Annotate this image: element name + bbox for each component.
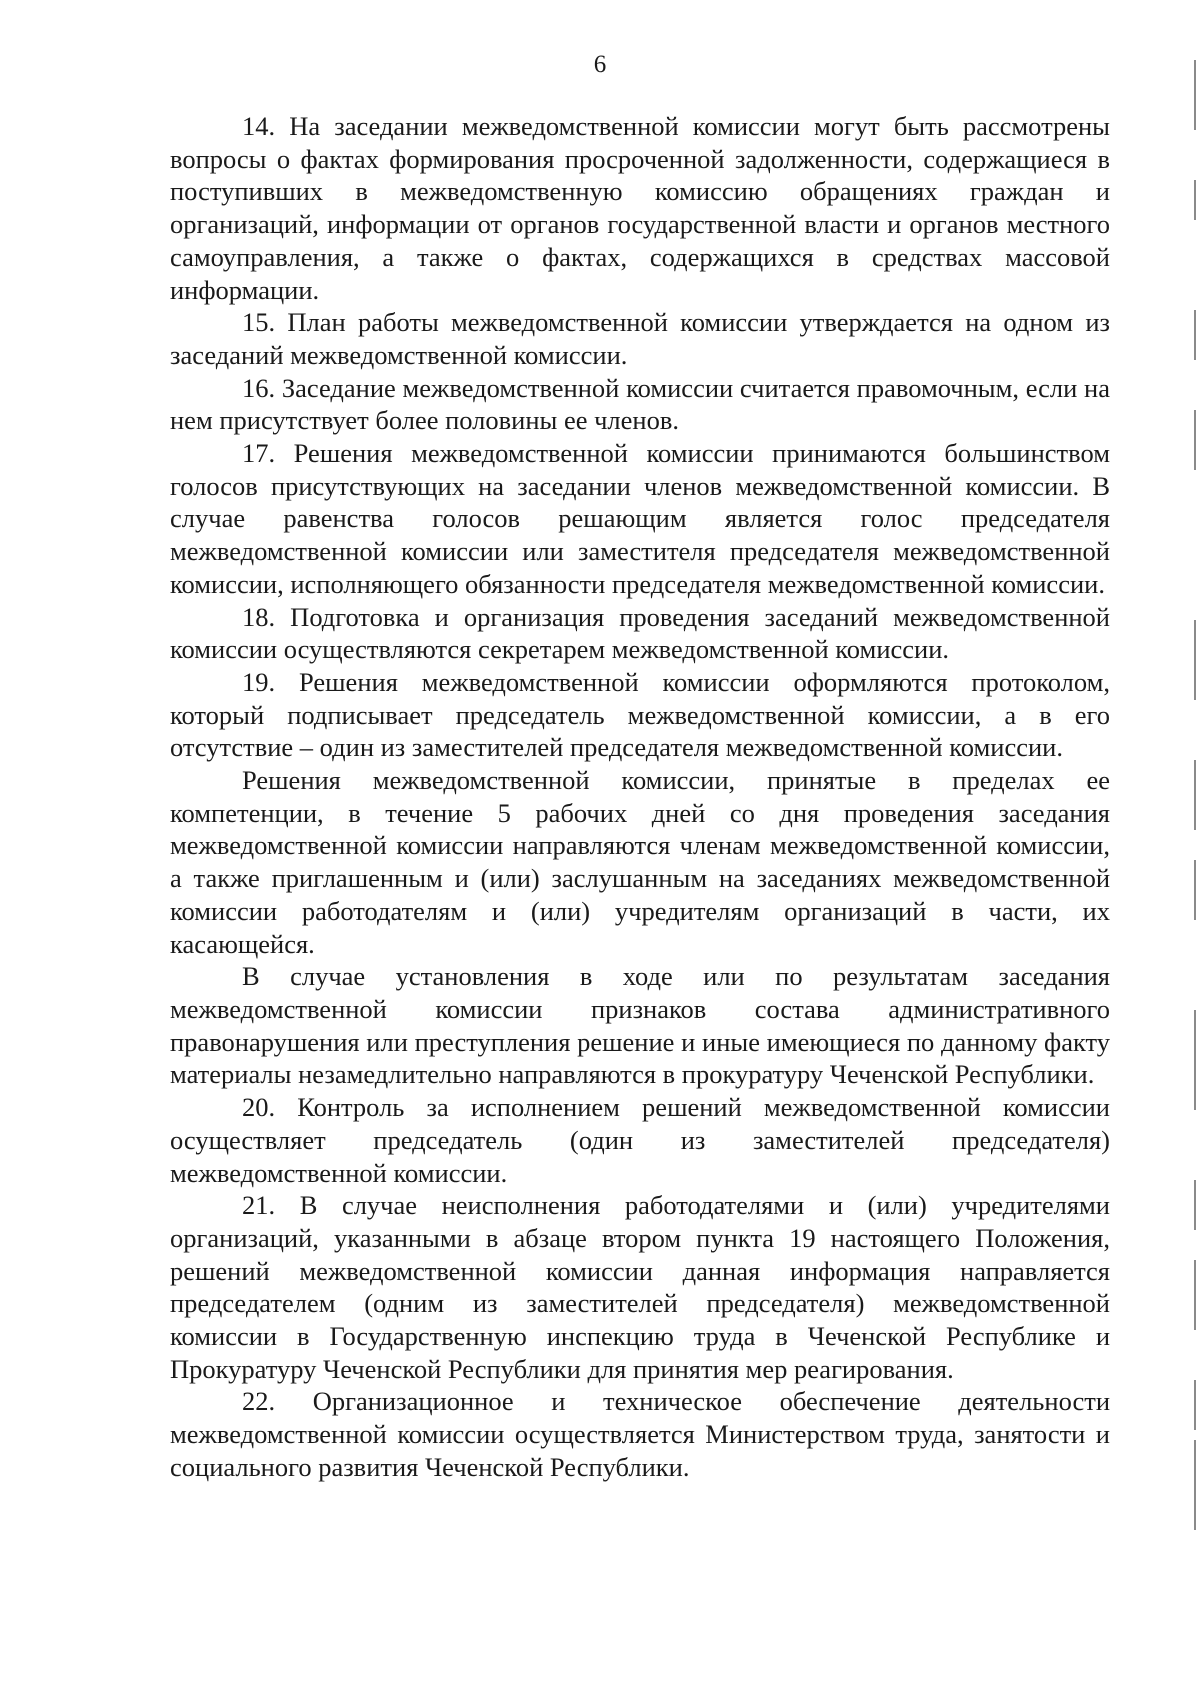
scan-edge-mark: [1194, 1440, 1196, 1530]
scan-edge-mark: [1194, 410, 1196, 470]
paragraph-14: 14. На заседании межведомственной комиссии могут быть рассмотрены вопросы о фактах формирования просроченной задолженности, содержащиеся в поступивших в межведомственную комиссию обращениях граждан и организаций, информации от органов государственной власти и органов местного самоуправления, а также о фактах, содержащихся в средствах массовой информации.: [170, 111, 1110, 305]
document-body: [170, 110, 1110, 1484]
paragraph-16: 16. Заседание межведомственной комиссии считается правомочным, если на нем присутствует более половины ее членов.: [170, 372, 1110, 436]
scan-edge-mark: [1194, 180, 1196, 220]
scan-edge-mark: [1194, 860, 1196, 920]
scan-edge-mark: [1194, 1180, 1196, 1230]
page-number: 6: [593, 51, 607, 78]
scan-edge-mark: [1194, 1010, 1196, 1110]
scan-edge-mark: [1194, 620, 1196, 700]
scan-edge-mark: [1194, 310, 1196, 360]
paragraph-20: 20. Контроль за исполнением решений межведомственной комиссии осуществляет председатель (один из заместителей председателя) межведомственной комиссии.: [170, 1092, 1110, 1188]
paragraph-21: 21. В случае неисполнения работодателями и (или) учредителями организаций, указанными в абзаце втором пункта 19 настоящего Положения, решений межведомственной комиссии данная информация направляется председателем (одним из заместителей председателя) межведомственной комиссии в Государственную инспекцию труда в Чеченской Республике и Прокуратуру Чеченской Республики для принятия мер реагирования.: [170, 1190, 1110, 1384]
paragraph-17: 17. Решения межведомственной комиссии принимаются большинством голосов присутствующих на заседании членов межведомственной комиссии. В случае равенства голосов решающим является голос председателя межведомственной комиссии или заместителя председателя межведомственной комиссии, исполняющего обязанности председателя межведомственной комиссии.: [170, 438, 1110, 599]
paragraph-18: 18. Подготовка и организация проведения заседаний межведомственной комиссии осуществляются секретарем межведомственной комиссии.: [170, 601, 1110, 665]
paragraph-19: 19. Решения межведомственной комиссии оформляются протоколом, который подписывает председатель межведомственной комиссии, а в его отсутствие – один из заместителей председателя межведомственной комиссии.: [170, 666, 1110, 763]
paragraph-22: 22. Организационное и техническое обеспечение деятельности межведомственной комиссии осуществляется Министерством труда, занятости и социального развития Чеченской Республики.: [170, 1386, 1110, 1482]
scan-edge-mark: [1194, 60, 1196, 130]
paragraph-19-part-3: В случае установления в ходе или по результатам заседания межведомственной комиссии признаков состава административного правонарушения или преступления решение и иные имеющиеся по данному факту материалы незамедлительно направляются в прокуратуру Чеченской Республики.: [170, 961, 1110, 1090]
paragraph-15: 15. План работы межведомственной комиссии утверждается на одном из заседаний межведомственной комиссии.: [170, 307, 1110, 370]
scan-edge-mark: [1194, 760, 1196, 830]
scan-edge-mark: [1194, 1260, 1196, 1330]
paragraph-19-part-2: Решения межведомственной комиссии, принятые в пределах ее компетенции, в течение 5 рабочих дней со дня проведения заседания межведомственной комиссии направляются членам межведомственной комиссии, а также приглашенным и (или) заслушанным на заседаниях межведомственной комиссии работодателям и (или) учредителям организаций в части, их касающейся.: [170, 765, 1110, 959]
scan-edge-mark: [1194, 1380, 1196, 1430]
